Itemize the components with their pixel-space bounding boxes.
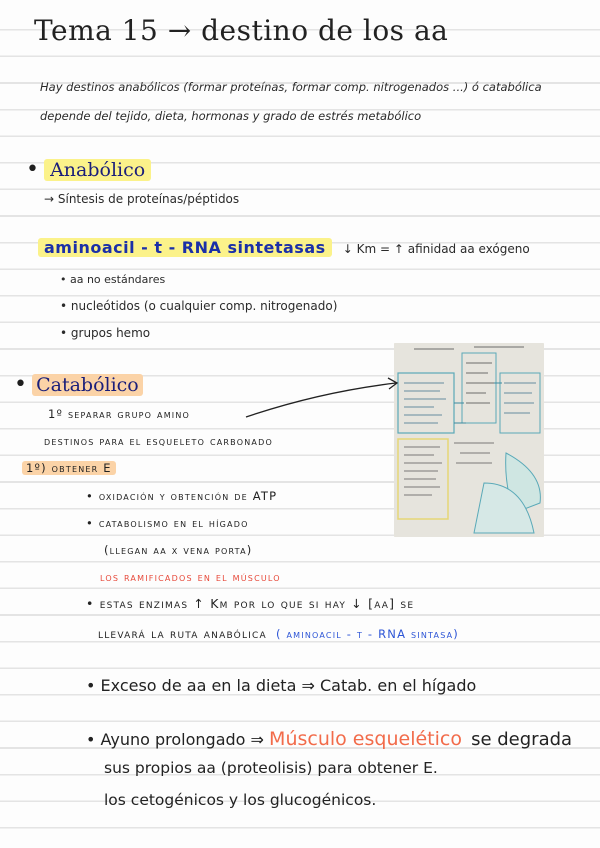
km-line-2-text: llevará la ruta anabólica <box>98 626 267 641</box>
catabolico-heading: Catabólico <box>32 374 143 396</box>
exceso-line: • Exceso de aa en la dieta ⇒ Catab. en el hígado <box>86 676 477 695</box>
intro-line-2: depende del tejido, dieta, hormonas y grado de estrés metabólico <box>40 109 422 123</box>
km-line-1: • estas enzimas ↑ Km por lo que si hay ↓ [aa] se <box>86 596 415 611</box>
catabolico-section <box>14 372 143 397</box>
anabolico-heading: Anabólico <box>44 159 151 181</box>
km-line-2-paren: ( aminoacil - t - RNA sintasa) <box>275 627 459 641</box>
separar-line: 1º separar grupo amino <box>48 407 191 421</box>
ramificados-line: los ramificados en el músculo <box>100 570 281 584</box>
km-line-2 <box>98 623 459 642</box>
ayuno-suffix: se degrada <box>471 729 573 750</box>
list-item: • aa no estándares <box>60 273 166 286</box>
obtener-e-label: 1º) obtener E <box>22 461 116 475</box>
ayuno-line-2: sus propios aa (proteolisis) para obtener E. <box>104 759 438 777</box>
page-title: Tema 15 → destino de los aa <box>34 14 449 47</box>
enzyme-note: ↓ Km = ↑ afinidad aa exógeno <box>342 242 530 256</box>
list-item: • nucleótidos (o cualquier comp. nitrogenado) <box>60 299 338 313</box>
synthesis-line: → Síntesis de proteínas/péptidos <box>44 192 240 206</box>
intro-line-1: Hay destinos anabólicos (formar proteínas, formar comp. nitrogenados ...) ó catabólica <box>40 80 542 94</box>
ayuno-line-1 <box>86 728 572 750</box>
list-item: (llegan aa x vena porta) <box>104 543 253 557</box>
ayuno-prefix: • Ayuno prolongado ⇒ <box>86 730 264 749</box>
list-item: • oxidación y obtención de ATP <box>86 489 278 503</box>
bullet-dot: • <box>26 157 39 182</box>
destinos-line: destinos para el esqueleto carbonado <box>44 434 273 448</box>
bullet-dot: • <box>14 372 27 397</box>
list-item: • catabolismo en el hígado <box>86 516 249 530</box>
list-item: • grupos hemo <box>60 326 151 340</box>
ayuno-line-3: los cetogénicos y los glucogénicos. <box>104 791 377 809</box>
enzyme-name: aminoacil - t - RNA sintetasas <box>38 238 332 257</box>
musculo-text: Músculo esquelético <box>269 728 462 750</box>
